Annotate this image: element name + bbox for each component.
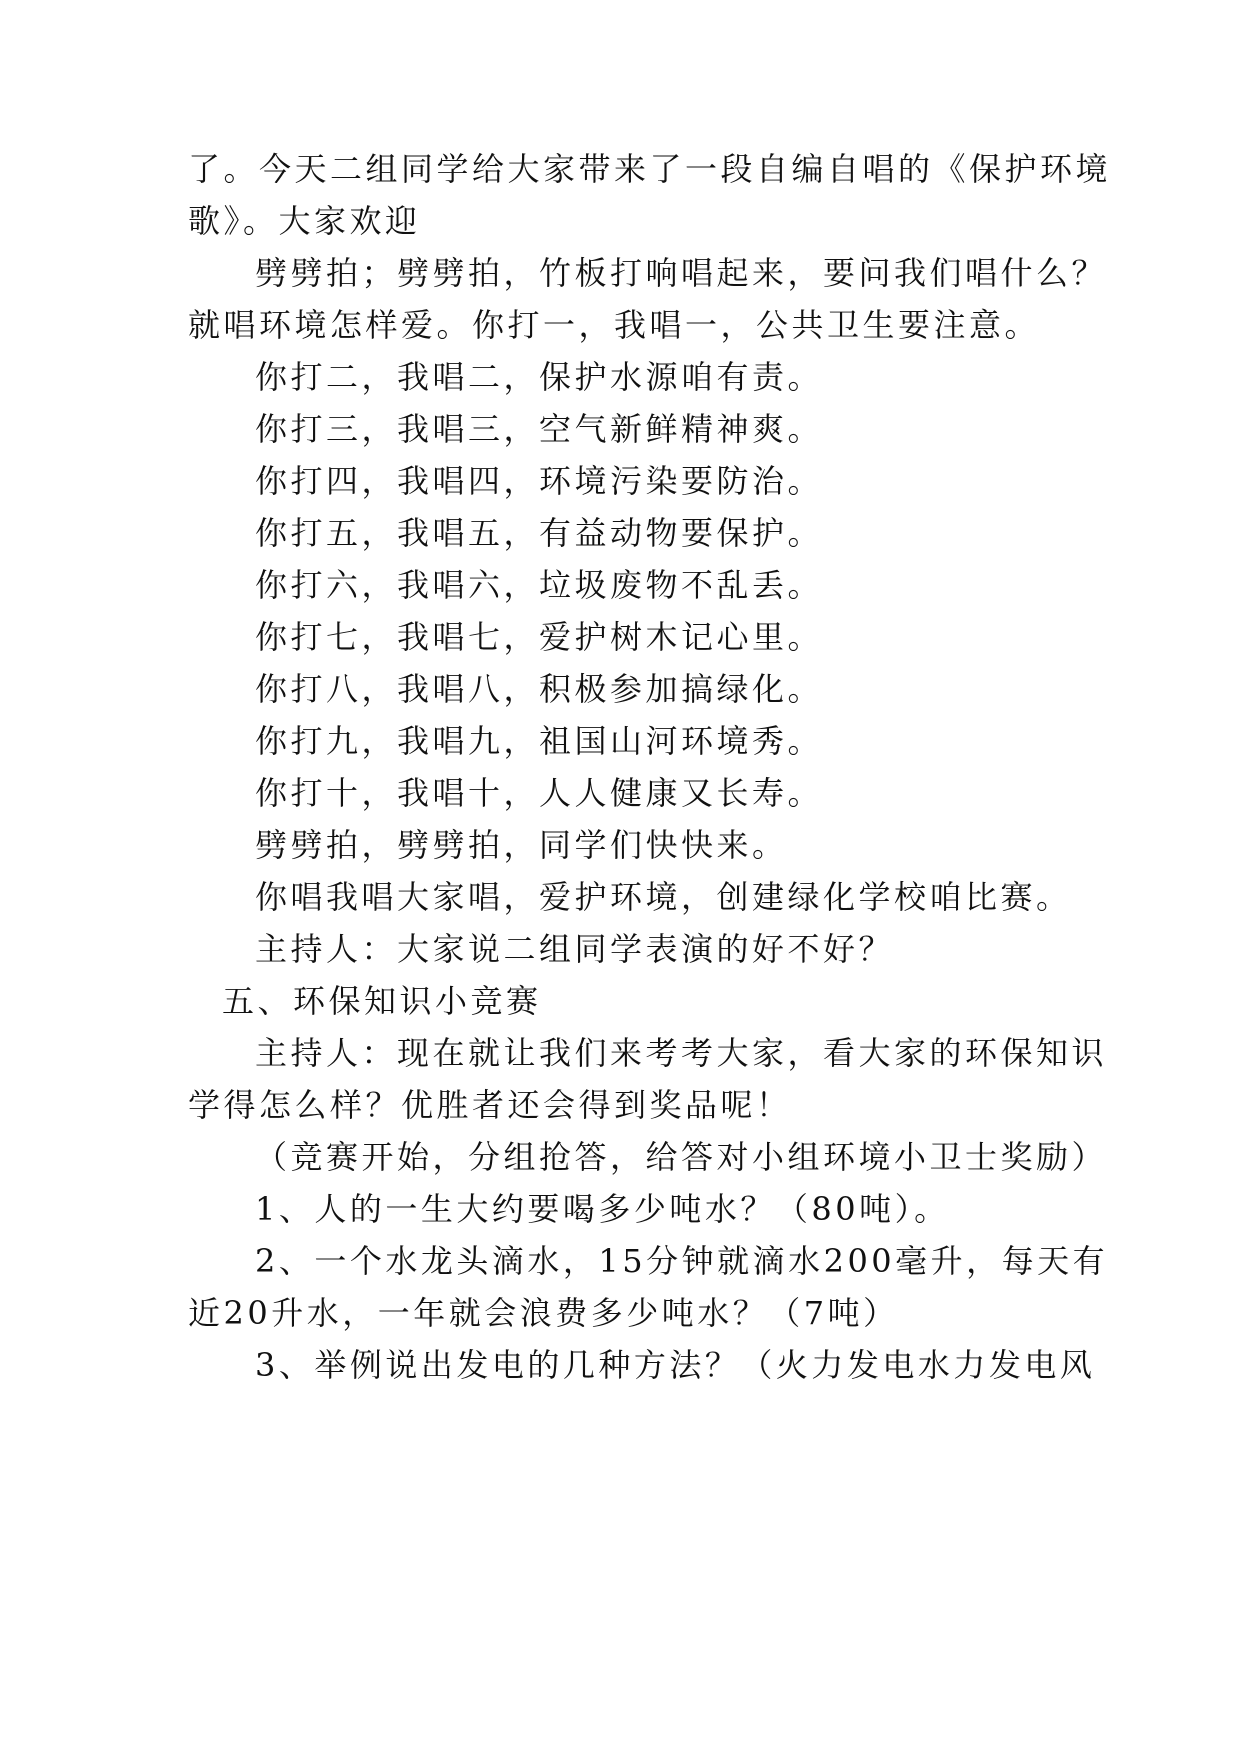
text-line: 3、举例说出发电的几种方法？（火力发电水力发电风 <box>255 1346 1096 1384</box>
text-line: （竞赛开始，分组抢答，给答对小组环境小卫士奖励） <box>255 1138 1108 1176</box>
text-line: 主持人：现在就让我们来考考大家，看大家的环保知识 <box>255 1034 1108 1072</box>
text-line: 1、人的一生大约要喝多少吨水？（80吨）。 <box>255 1190 950 1228</box>
text-line: 劈劈拍，劈劈拍，同学们快快来。 <box>255 826 788 864</box>
text-line: 学得怎么样？优胜者还会得到奖品呢！ <box>188 1086 792 1124</box>
text-line: 你打三，我唱三，空气新鲜精神爽。 <box>255 410 824 448</box>
text-line: 你打八，我唱八，积极参加搞绿化。 <box>255 670 824 708</box>
text-line: 歌》。大家欢迎 <box>188 202 421 240</box>
text-line: 你打七，我唱七，爱护树木记心里。 <box>255 618 824 656</box>
text-line: 了。今天二组同学给大家带来了一段自编自唱的《保护环境 <box>188 150 1112 188</box>
text-line: 你唱我唱大家唱，爱护环境，创建绿化学校咱比赛。 <box>255 878 1072 916</box>
section-heading: 五、环保知识小竞赛 <box>222 982 542 1020</box>
text-line: 你打四，我唱四，环境污染要防治。 <box>255 462 824 500</box>
text-line: 你打二，我唱二，保护水源咱有责。 <box>255 358 824 396</box>
text-line: 你打六，我唱六，垃圾废物不乱丢。 <box>255 566 824 604</box>
text-line: 你打五，我唱五，有益动物要保护。 <box>255 514 824 552</box>
text-line: 2、一个水龙头滴水，15分钟就滴水200毫升，每天有 <box>255 1242 1109 1280</box>
text-line: 你打九，我唱九，祖国山河环境秀。 <box>255 722 824 760</box>
text-line: 主持人：大家说二组同学表演的好不好？ <box>255 930 895 968</box>
text-line: 你打十，我唱十，人人健康又长寿。 <box>255 774 824 812</box>
text-line: 劈劈拍；劈劈拍，竹板打响唱起来，要问我们唱什么？ <box>255 254 1108 292</box>
text-line: 就唱环境怎样爱。你打一，我唱一，公共卫生要注意。 <box>188 306 1041 344</box>
text-line: 近20升水，一年就会浪费多少吨水？（7吨） <box>188 1294 899 1332</box>
